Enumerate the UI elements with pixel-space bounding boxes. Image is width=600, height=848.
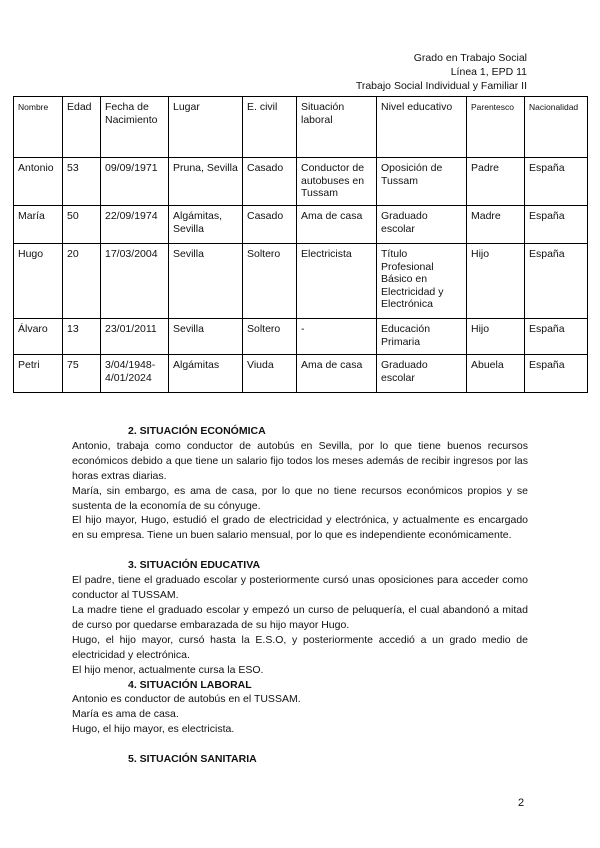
table-cell: Pruna, Sevilla [169, 158, 243, 206]
col-header-nombre: Nombre [14, 97, 63, 158]
table-cell: España [525, 244, 588, 319]
table-cell: 09/09/1971 [101, 158, 169, 206]
page-header [356, 51, 527, 93]
table-cell: - [297, 319, 377, 355]
col-header-edad: Edad [63, 97, 101, 158]
table-row [14, 244, 588, 319]
table-cell: Padre [467, 158, 525, 206]
table-cell: María [14, 206, 63, 244]
table-cell: 50 [63, 206, 101, 244]
page-number: 2 [518, 797, 525, 809]
table-cell: Casado [243, 158, 297, 206]
header-degree: Grado en Trabajo Social [413, 52, 527, 64]
paragraph: El hijo menor, actualmente cursa la ESO. [72, 663, 264, 676]
table-cell: Algámitas, Sevilla [169, 206, 243, 244]
table-cell: 17/03/2004 [101, 244, 169, 319]
table-cell: España [525, 355, 588, 393]
table-cell: Electricista [297, 244, 377, 319]
table-cell: Soltero [243, 244, 297, 319]
col-header-ecivil: E. civil [243, 97, 297, 158]
table-cell: Casado [243, 206, 297, 244]
table-cell: Abuela [467, 355, 525, 393]
table-cell: Algámitas [169, 355, 243, 393]
table-cell: Conductor de autobuses en Tussam [297, 158, 377, 206]
table-cell: Educación Primaria [377, 319, 467, 355]
table-cell: Álvaro [14, 319, 63, 355]
table-row [14, 206, 588, 244]
paragraph: María es ama de casa. [72, 708, 179, 721]
section-title-educativa: 3. SITUACIÓN EDUCATIVA [128, 559, 261, 572]
table-row [14, 355, 588, 393]
table-cell: España [525, 206, 588, 244]
table-cell: Título Profesional Básico en Electricidad y Electrónica [377, 244, 467, 319]
table-header-row [14, 97, 588, 158]
table-cell: Sevilla [169, 319, 243, 355]
paragraph: Antonio, trabaja como conductor de autobús en Sevilla, por lo que tiene buenos recursos económicos debido a que tiene un salario fijo todos los meses además de recibir ingresos por las horas extras diarias. [72, 439, 528, 482]
col-header-nacionalidad: Nacionalidad [525, 97, 588, 158]
table-cell: Viuda [243, 355, 297, 393]
col-header-situacion-laboral: Situación laboral [297, 97, 377, 158]
table-cell: Graduado escolar [377, 355, 467, 393]
paragraph: La madre tiene el graduado escolar y empezó un curso de peluquería, el cual abandonó a mitad de curso por quedarse embarazada de su hijo mayor Hugo. [72, 603, 528, 631]
table-row [14, 319, 588, 355]
header-subject: Trabajo Social Individual y Familiar II [355, 80, 527, 92]
document-body [72, 424, 528, 767]
header-group: Línea 1, EPD 11 [450, 66, 527, 78]
table-cell: Graduado escolar [377, 206, 467, 244]
table-cell: Madre [467, 206, 525, 244]
section-title-sanitaria: 5. SITUACIÓN SANITARIA [128, 753, 257, 766]
table-cell: 23/01/2011 [101, 319, 169, 355]
col-header-nivel-educativo: Nivel educativo [377, 97, 467, 158]
table-cell: Oposición de Tussam [377, 158, 467, 206]
table-cell: España [525, 158, 588, 206]
paragraph: María, sin embargo, es ama de casa, por lo que no tiene recursos económicos propios y se sustenta de la economía de su cónyuge. [72, 484, 528, 512]
table-cell: Hijo [467, 244, 525, 319]
section-title-economica: 2. SITUACIÓN ECONÓMICA [128, 425, 266, 437]
section-title-laboral: 4. SITUACIÓN LABORAL [128, 678, 252, 691]
table-row [14, 158, 588, 206]
paragraph: El hijo mayor, Hugo, estudió el grado de electricidad y electrónica, y actualmente es encargado en su empresa. Tiene un buen salario mensual, por lo que es independiente económicamente. [72, 514, 528, 542]
table-cell: Ama de casa [297, 355, 377, 393]
table-cell: 20 [63, 244, 101, 319]
family-table [13, 96, 588, 393]
paragraph: El padre, tiene el graduado escolar y posteriormente cursó unas oposiciones para acceder como conductor al TUSSAM. [72, 574, 528, 602]
table-cell: 53 [63, 158, 101, 206]
paragraph: Antonio es conductor de autobús en el TUSSAM. [72, 693, 301, 706]
table-cell: Hugo [14, 244, 63, 319]
table-cell: Ama de casa [297, 206, 377, 244]
table-cell: Soltero [243, 319, 297, 355]
table-cell: Antonio [14, 158, 63, 206]
table-cell: 75 [63, 355, 101, 393]
table-cell: 3/04/1948- 4/01/2024 [101, 355, 169, 393]
table-cell: Hijo [467, 319, 525, 355]
paragraph: Hugo, el hijo mayor, cursó hasta la E.S.O, y posteriormente accedió a un grado medio de electricidad y electrónica. [72, 633, 528, 661]
col-header-parentesco: Parentesco [467, 97, 525, 158]
table-cell: 22/09/1974 [101, 206, 169, 244]
table-cell: Sevilla [169, 244, 243, 319]
paragraph: Hugo, el hijo mayor, es electricista. [72, 723, 235, 736]
col-header-fecha: Fecha de Nacimiento [101, 97, 169, 158]
table-cell: Petri [14, 355, 63, 393]
table-cell: España [525, 319, 588, 355]
col-header-lugar: Lugar [169, 97, 243, 158]
table-cell: 13 [63, 319, 101, 355]
